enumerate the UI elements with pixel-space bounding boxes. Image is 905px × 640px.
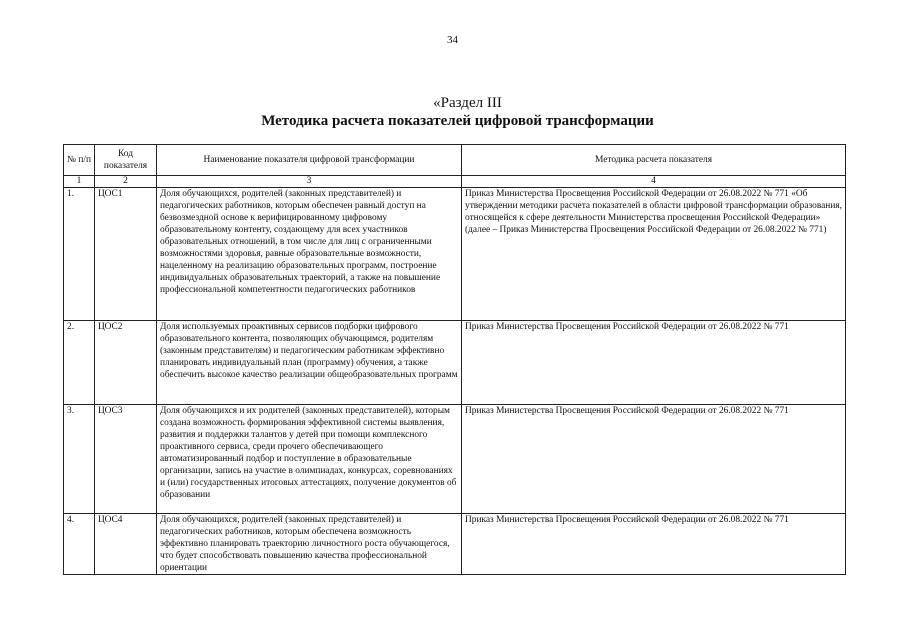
row-number: 1. [64, 188, 95, 321]
column-number: 3 [157, 176, 462, 188]
column-number: 2 [95, 176, 157, 188]
indicator-name: Доля обучающихся, родителей (законных представителей) и педагогических работников, которым обеспечена возможность эффективно планировать траекторию личностного роста обучающегося, что будет способствовать повышению качества профессиональной ориентации [157, 514, 462, 575]
indicator-code: ЦОС1 [95, 188, 157, 321]
header-num: № п/п [64, 145, 95, 176]
column-numbering-row [64, 176, 846, 188]
row-number: 3. [64, 405, 95, 514]
header-code: Код показателя [95, 145, 157, 176]
table-row [64, 188, 846, 321]
column-number: 1 [64, 176, 95, 188]
indicator-code: ЦОС2 [95, 321, 157, 405]
header-name: Наименование показателя цифровой трансформации [157, 145, 462, 176]
table-row [64, 514, 846, 575]
table-row [64, 321, 846, 405]
page-number: 34 [447, 34, 458, 46]
indicator-name: Доля используемых проактивных сервисов подборки цифрового образовательного контента, позволяющих обучающимся, родителям (законным представителям) и педагогическим работникам эффективно планировать индивидуальный план (программу) обучения, а также обеспечить высокое качество реализации общеобразовательных программ [157, 321, 462, 405]
table-row [64, 405, 846, 514]
section-label: «Раздел III [433, 95, 502, 111]
row-number: 4. [64, 514, 95, 575]
calculation-method: Приказ Министерства Просвещения Российской Федерации от 26.08.2022 № 771 [462, 321, 846, 405]
calculation-method: Приказ Министерства Просвещения Российской Федерации от 26.08.2022 № 771 [462, 405, 846, 514]
header-method: Методика расчета показателя [462, 145, 846, 176]
indicator-name: Доля обучающихся, родителей (законных представителей) и педагогических работников, которым обеспечен равный доступ на безвозмездной основе к верифицированному цифровому образовательному контенту, создающему для всех участников образовательных отношений, в том числе для лиц с ограниченными возможностями здоровья, равные образовательные возможности, нацеленному на реализацию образовательных программ, построение индивидуальных образовательных траекторий, а также на повышение профессиональной компетентности педагогических работников [157, 188, 462, 321]
calculation-method: Приказ Министерства Просвещения Российской Федерации от 26.08.2022 № 771 «Об утверждении методики расчета показателей в области цифровой трансформации образования, относящейся к сфере деятельности Министерства просвещения Российской Федерации» (далее – Приказ Министерства Просвещения Российской Федерации от 26.08.2022 № 771) [462, 188, 846, 321]
indicator-name: Доля обучающихся и их родителей (законных представителей), которым создана возможность формирования эффективной системы выявления, развития и поддержки талантов у детей при помощи комплексного проактивного сервиса, среди прочего обеспечивающего автоматизированный подбор и поступление в образовательные организации, запись на участие в олимпиадах, конкурсах, соревнованиях и (или) государственных итоговых аттестациях, получение документов об образовании [157, 405, 462, 514]
column-number: 4 [462, 176, 846, 188]
indicators-table [63, 144, 846, 575]
calculation-method: Приказ Министерства Просвещения Российской Федерации от 26.08.2022 № 771 [462, 514, 846, 575]
indicator-code: ЦОС4 [95, 514, 157, 575]
row-number: 2. [64, 321, 95, 405]
page-title: Методика расчета показателей цифровой трансформации [261, 113, 654, 129]
indicator-code: ЦОС3 [95, 405, 157, 514]
table-header-row [64, 145, 846, 176]
